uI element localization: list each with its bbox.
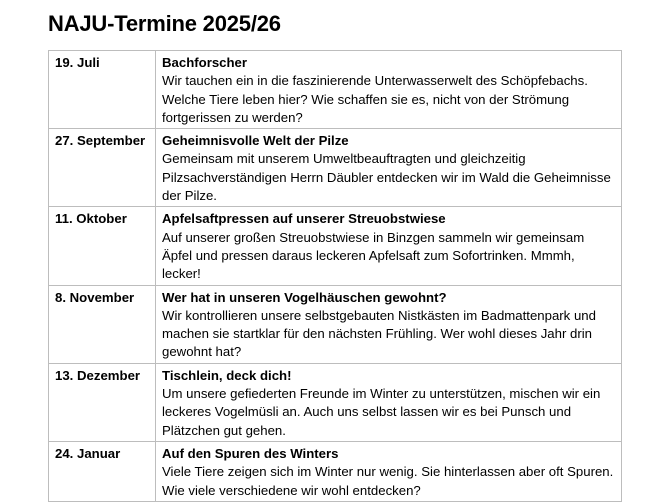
event-date: 13. Dezember [49, 363, 156, 441]
event-date: 11. Oktober [49, 207, 156, 285]
table-row [49, 363, 622, 441]
event-date: 24. Januar [49, 441, 156, 501]
event-date: 27. September [49, 129, 156, 207]
event-title: Geheimnisvolle Welt der Pilze [162, 133, 349, 149]
table-row [49, 207, 622, 285]
event-title: Wer hat in unseren Vogelhäuschen gewohnt? [162, 289, 447, 305]
event-cell [156, 207, 622, 285]
event-description: Um unsere gefiederten Freunde im Winter zu unterstützen, mischen wir ein leckeres Vogelmüsli an. Auch uns selbst lassen wir es bei Punsch und Plätzchen gut gehen. [162, 386, 601, 438]
page-title: NAJU-Termine 2025/26 [48, 11, 281, 36]
table-row [49, 441, 622, 501]
table-row [49, 129, 622, 207]
event-description: Wir kontrollieren unsere selbstgebauten Nistkästen im Badmattenpark und machen sie startklar für den nächsten Frühling. Wer wohl dieses Jahr drin gewohnt hat? [162, 307, 596, 360]
event-cell [156, 363, 622, 441]
event-cell [156, 441, 622, 501]
event-date: 8. November [49, 285, 156, 363]
event-cell [156, 285, 622, 363]
events-table [48, 50, 622, 502]
event-description: Viele Tiere zeigen sich im Winter nur wenig. Sie hinterlassen aber oft Spuren. Wie viele verschiedene wir wohl entdecken? [162, 464, 614, 498]
event-cell [156, 129, 622, 207]
event-description: Wir tauchen ein in die faszinierende Unterwasserwelt des Schöpfebachs. Welche Tiere leben hier? Wie schaffen sie es, nicht von der Strömung fortgerissen zu werden? [162, 73, 588, 125]
event-title: Apfelsaftpressen auf unserer Streuobstwiese [162, 211, 446, 227]
event-description: Auf unserer großen Streuobstwiese in Binzgen sammeln wir gemeinsam Äpfel und pressen daraus leckeren Apfelsaft zum Sofortrinken. Mmmh, lecker! [162, 229, 585, 282]
event-title: Tischlein, deck dich! [162, 367, 292, 383]
event-title: Auf den Spuren des Winters [162, 445, 339, 461]
table-row [49, 51, 622, 129]
event-description: Gemeinsam mit unserem Umweltbeauftragten und gleichzeitig Pilzsachverständigen Herrn Däubler entdecken wir im Wald die Geheimnisse der Pilze. [162, 151, 611, 204]
event-title: Bachforscher [162, 55, 248, 70]
event-date: 19. Juli [49, 51, 156, 129]
table-row [49, 285, 622, 363]
event-cell [156, 51, 622, 129]
